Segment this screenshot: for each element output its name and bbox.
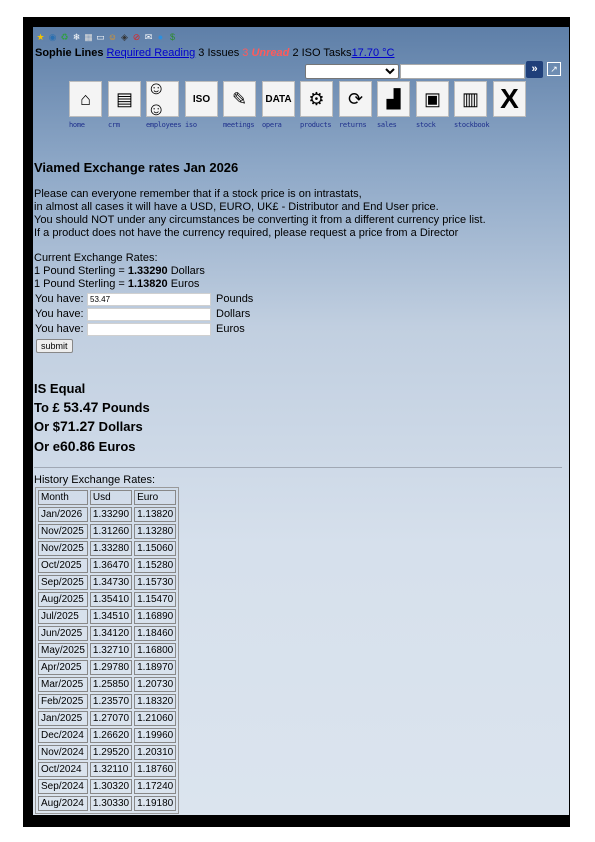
nav-label-opera[interactable]: opera xyxy=(262,121,282,129)
table-cell: Nov/2024 xyxy=(38,745,88,760)
table-cell: 1.34120 xyxy=(90,626,132,641)
circle-icon[interactable]: ● xyxy=(157,32,164,42)
table-cell: 1.34730 xyxy=(90,575,132,590)
search-go-button[interactable]: » xyxy=(526,61,543,78)
user-name: Sophie Lines xyxy=(35,47,104,59)
issues-count: 3 Issues xyxy=(198,47,240,59)
table-cell: May/2025 xyxy=(38,643,88,658)
table-row xyxy=(38,796,176,811)
result-euros-prefix: Or e xyxy=(34,439,61,454)
table-cell: 1.29780 xyxy=(90,660,132,675)
table-row xyxy=(38,507,176,522)
table-cell: Jun/2025 xyxy=(38,626,88,641)
result-equal: IS Equal xyxy=(34,381,86,396)
document-icon[interactable]: ▭ xyxy=(96,32,105,42)
table-cell: 1.32710 xyxy=(90,643,132,658)
user-status-line xyxy=(35,47,395,59)
mail-icon[interactable]: ✉ xyxy=(144,32,153,42)
result-pounds-value: 53.47 xyxy=(63,399,99,415)
table-row xyxy=(38,558,176,573)
table-cell: 1.33290 xyxy=(90,507,132,522)
iso-icon[interactable]: ISO xyxy=(185,81,218,117)
table-cell: 1.13820 xyxy=(134,507,176,522)
history-table xyxy=(35,487,179,814)
nav-label-products[interactable]: products xyxy=(300,121,332,129)
result-euros xyxy=(34,438,136,454)
result-euros-unit: Euros xyxy=(95,439,136,454)
table-cell: Oct/2025 xyxy=(38,558,88,573)
table-cell: 1.32110 xyxy=(90,762,132,777)
eur-rate-suffix: Euros xyxy=(167,278,200,290)
table-cell: 1.35410 xyxy=(90,592,132,607)
table-cell: 1.25850 xyxy=(90,677,132,692)
result-dollars-prefix: Or $ xyxy=(34,419,61,434)
nav-label-stockbook[interactable]: stockbook xyxy=(454,121,490,129)
table-row xyxy=(38,660,176,675)
smiley-icon[interactable]: ☺ xyxy=(107,32,118,42)
table-cell: 1.16800 xyxy=(134,643,176,658)
notice-line: You should NOT under any circumstances be converting it from a different currency price list. xyxy=(34,214,486,226)
table-cell: 1.13280 xyxy=(134,524,176,539)
meeting-notes-icon[interactable]: ✎ xyxy=(223,81,256,117)
table-cell: Mar/2025 xyxy=(38,677,88,692)
table-cell: 1.18320 xyxy=(134,694,176,709)
dollars-input[interactable] xyxy=(87,308,211,321)
table-cell: 1.33280 xyxy=(90,541,132,556)
nav-label-crm[interactable]: crm xyxy=(108,121,120,129)
table-cell: 1.27070 xyxy=(90,711,132,726)
table-cell: Oct/2024 xyxy=(38,762,88,777)
you-have-label: You have: xyxy=(35,308,84,320)
table-cell: Sep/2024 xyxy=(38,779,88,794)
recycle-icon[interactable]: ♻ xyxy=(60,32,69,42)
nav-label-iso[interactable]: iso xyxy=(185,121,197,129)
table-cell: 1.18460 xyxy=(134,626,176,641)
result-euros-value: 60.86 xyxy=(60,438,96,454)
table-cell: Jul/2025 xyxy=(38,609,88,624)
notice-line: If a product does not have the currency required, please request a price from a Director xyxy=(34,227,459,239)
sales-chart-icon[interactable]: ▟ xyxy=(377,81,410,117)
table-cell: 1.18970 xyxy=(134,660,176,675)
nav-label-meetings[interactable]: meetings xyxy=(223,121,255,129)
page-title: Viamed Exchange rates Jan 2026 xyxy=(34,160,239,175)
usd-rate-suffix: Dollars xyxy=(167,265,205,277)
result-dollars xyxy=(34,418,143,434)
table-cell: Dec/2024 xyxy=(38,728,88,743)
history-title: History Exchange Rates: xyxy=(34,474,156,486)
table-cell: 1.15730 xyxy=(134,575,176,590)
close-x-icon[interactable]: X xyxy=(493,81,526,117)
table-cell: Jan/2025 xyxy=(38,711,88,726)
table-cell: Nov/2025 xyxy=(38,541,88,556)
table-cell: 1.36470 xyxy=(90,558,132,573)
table-row xyxy=(38,694,176,709)
employees-icon[interactable]: ☺☺ xyxy=(146,81,179,117)
table-cell: Aug/2024 xyxy=(38,796,88,811)
eur-rate-value: 1.13820 xyxy=(127,278,168,290)
dollars-label: Dollars xyxy=(216,308,251,320)
star-icon[interactable]: ★ xyxy=(36,32,45,42)
table-row xyxy=(38,609,176,624)
table-row xyxy=(38,524,176,539)
table-row xyxy=(38,677,176,692)
table-cell: Feb/2025 xyxy=(38,694,88,709)
table-row xyxy=(38,745,176,760)
table-cell: Apr/2025 xyxy=(38,660,88,675)
euros-input[interactable] xyxy=(87,323,211,336)
result-pounds-prefix: To £ xyxy=(34,400,64,415)
table-row xyxy=(38,575,176,590)
stock-box-icon[interactable]: ▣ xyxy=(416,81,449,117)
snowflake-icon[interactable]: ❄ xyxy=(72,32,81,42)
column-header: Usd xyxy=(90,490,132,505)
money-icon[interactable]: $ xyxy=(169,32,175,42)
pounds-label: Pounds xyxy=(216,293,254,305)
table-cell: 1.15470 xyxy=(134,592,176,607)
table-cell: 1.29520 xyxy=(90,745,132,760)
temperature-link[interactable]: 17.70 °C xyxy=(351,47,395,59)
table-row xyxy=(38,592,176,607)
globe-icon[interactable]: ◉ xyxy=(48,32,57,42)
table-cell: 1.15280 xyxy=(134,558,176,573)
main-page xyxy=(33,27,569,815)
table-cell: 1.30330 xyxy=(90,796,132,811)
nav-label-home[interactable]: home xyxy=(69,121,85,129)
euros-label: Euros xyxy=(216,323,245,335)
column-header: Euro xyxy=(134,490,176,505)
table-cell: 1.30320 xyxy=(90,779,132,794)
nav-label-stock[interactable]: stock xyxy=(416,121,436,129)
result-pounds xyxy=(34,399,150,415)
usd-rate-prefix: 1 Pound Sterling = xyxy=(34,265,128,277)
divider xyxy=(34,467,562,468)
notice-line: in almost all cases it will have a USD, EURO, UK£ - Distributor and End User price. xyxy=(34,201,439,213)
table-row xyxy=(38,541,176,556)
table-header-row xyxy=(38,490,176,505)
current-rates-title: Current Exchange Rates: xyxy=(34,252,158,264)
result-dollars-unit: Dollars xyxy=(95,419,143,434)
eye-icon[interactable]: ◈ xyxy=(121,32,128,42)
eur-rate-line xyxy=(34,278,199,290)
table-cell: Nov/2025 xyxy=(38,524,88,539)
table-cell: Aug/2025 xyxy=(38,592,88,607)
returns-icon[interactable]: ⟳ xyxy=(339,81,372,117)
table-cell: 1.20310 xyxy=(134,745,176,760)
open-external-icon[interactable]: ↗ xyxy=(547,62,561,76)
table-cell: Sep/2025 xyxy=(38,575,88,590)
nav-label-sales[interactable]: sales xyxy=(377,121,397,129)
table-row xyxy=(38,643,176,658)
table-row xyxy=(38,711,176,726)
table-cell: Jan/2026 xyxy=(38,507,88,522)
usd-rate-value: 1.33290 xyxy=(127,265,168,277)
result-pounds-unit: Pounds xyxy=(98,400,150,415)
pounds-input[interactable] xyxy=(87,293,211,306)
table-cell: 1.19960 xyxy=(134,728,176,743)
search-input[interactable] xyxy=(400,64,525,79)
table-cell: 1.26620 xyxy=(90,728,132,743)
table-row xyxy=(38,762,176,777)
house-icon[interactable]: ⌂ xyxy=(69,81,102,117)
table-row xyxy=(38,779,176,794)
opera-data-icon[interactable]: DATA xyxy=(262,81,295,117)
no-entry-icon[interactable]: ⊘ xyxy=(132,32,141,42)
cash-register-icon[interactable]: ▤ xyxy=(108,81,141,117)
unread-count: 3 xyxy=(242,47,249,59)
required-reading-link[interactable]: Required Reading xyxy=(106,47,196,59)
table-cell: 1.23570 xyxy=(90,694,132,709)
notice-line: Please can everyone remember that if a stock price is on intrastats, xyxy=(34,188,362,200)
table-cell: 1.15060 xyxy=(134,541,176,556)
column-header: Month xyxy=(38,490,88,505)
submit-button[interactable]: submit xyxy=(36,339,73,353)
calculator-icon[interactable]: ▦ xyxy=(84,32,93,42)
table-row xyxy=(38,728,176,743)
table-row xyxy=(38,626,176,641)
table-cell: 1.31260 xyxy=(90,524,132,539)
table-cell: 1.17240 xyxy=(134,779,176,794)
you-have-label: You have: xyxy=(35,293,84,305)
unread-label[interactable]: Unread xyxy=(251,47,290,59)
table-cell: 1.21060 xyxy=(134,711,176,726)
category-select[interactable] xyxy=(305,64,399,79)
result-dollars-value: 71.27 xyxy=(60,418,96,434)
table-cell: 1.16890 xyxy=(134,609,176,624)
usd-rate-line xyxy=(34,265,205,277)
gears-icon[interactable]: ⚙ xyxy=(300,81,333,117)
table-cell: 1.18760 xyxy=(134,762,176,777)
nav-label-returns[interactable]: returns xyxy=(339,121,367,129)
stockbook-icon[interactable]: ▥ xyxy=(454,81,487,117)
eur-rate-prefix: 1 Pound Sterling = xyxy=(34,278,128,290)
iso-tasks: 2 ISO Tasks xyxy=(292,47,352,59)
table-cell: 1.19180 xyxy=(134,796,176,811)
nav-label-employees[interactable]: employees xyxy=(146,121,182,129)
you-have-label: You have: xyxy=(35,323,84,335)
table-cell: 1.20730 xyxy=(134,677,176,692)
table-cell: 1.34510 xyxy=(90,609,132,624)
